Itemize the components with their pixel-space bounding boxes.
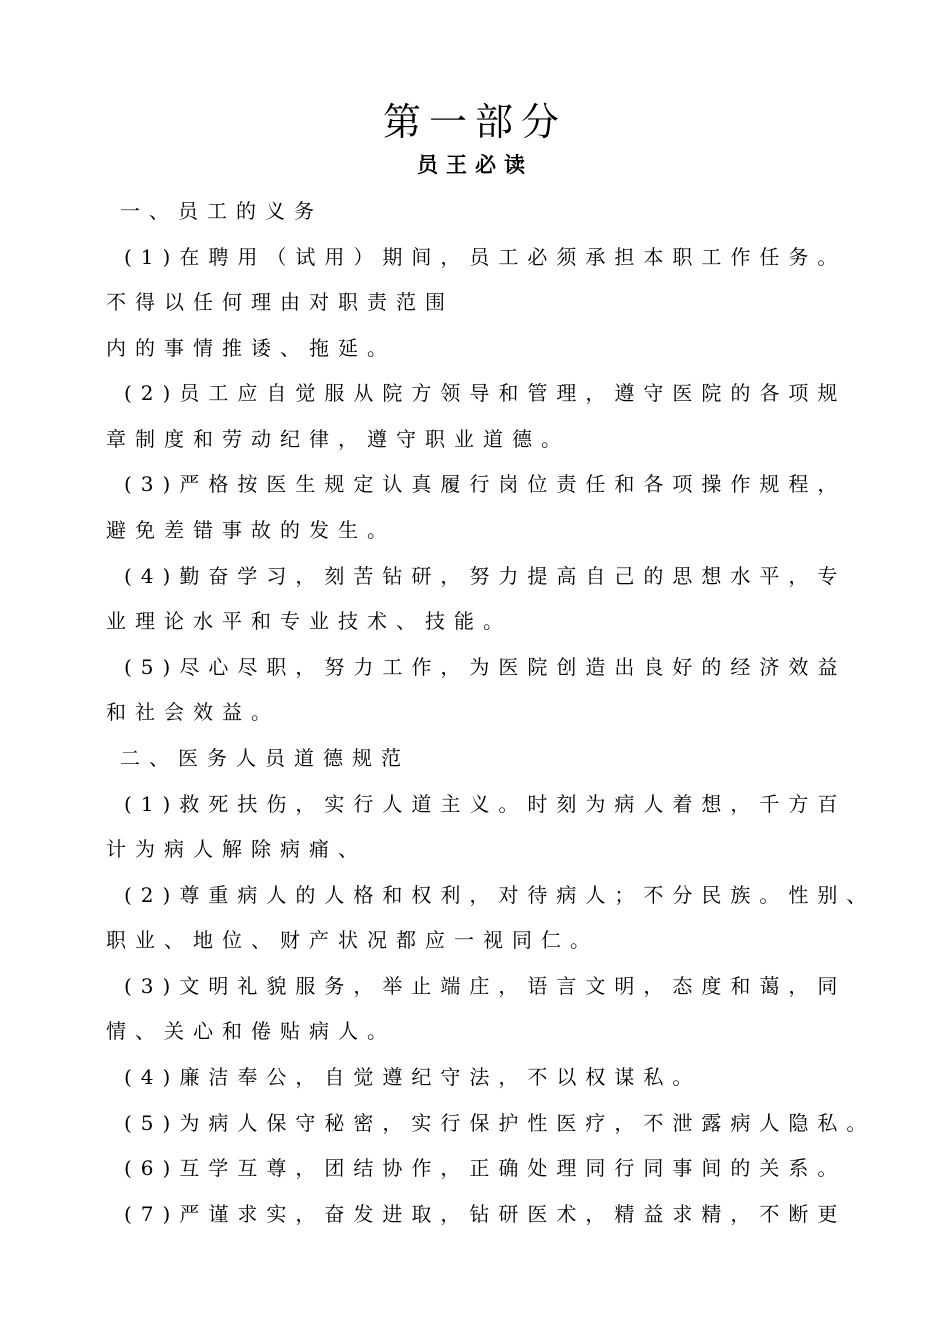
paragraph-line: 章制度和劳动纪律，遵守职业道德。 (106, 427, 570, 451)
paragraph-line: (6)互学互尊，团结协作，正确处理同行同事间的关系。 (124, 1156, 847, 1180)
section-heading-ethics: 二、医务人员道德规范 (120, 746, 410, 770)
page-title: 第一部分 (382, 100, 567, 144)
paragraph-line: (4)勤奋学习，刻苦钻研，努力提高自己的思想水平，专 (124, 564, 847, 588)
paragraph-line: 情、关心和倦贴病人。 (106, 1019, 396, 1043)
paragraph-line: 和社会效益。 (106, 700, 280, 724)
paragraph-line: (1)在聘用（试用）期间，员工必须承担本职工作任务。 (124, 245, 847, 269)
paragraph-line: (2)员工应自觉服从院方领导和管理，遵守医院的各项规 (124, 381, 847, 405)
paragraph-line: 不得以任何理由对职责范围 (106, 290, 454, 314)
paragraph-line: 业理论水平和专业技术、技能。 (106, 609, 512, 633)
paragraph-line: (5)尽心尽职，努力工作，为医院创造出良好的经济效益 (124, 655, 847, 679)
paragraph-line: (3)文明礼貌服务，举止端庄，语言文明，态度和蔼，同 (124, 974, 847, 998)
page-subtitle: 员王必读 (417, 152, 533, 177)
paragraph-line: (1)救死扶伤，实行人道主义。时刻为病人着想，千方百 (124, 792, 847, 816)
paragraph-line: 内的事情推诿、拖延。 (106, 336, 396, 360)
paragraph-line: (2)尊重病人的人格和权利，对待病人；不分民族。性别、 (124, 883, 876, 907)
paragraph-line: 避免差错事故的发生。 (106, 518, 396, 542)
paragraph-line: 职业、地位、财产状况都应一视同仁。 (106, 928, 599, 952)
section-heading-duties: 一、员工的义务 (120, 199, 323, 223)
paragraph-line: (7)严谨求实，奋发进取，钻研医术，精益求精，不断更 (124, 1202, 847, 1226)
paragraph-line: (5)为病人保守秘密，实行保护性医疗，不泄露病人隐私。 (124, 1111, 876, 1135)
paragraph-line: (3)严格按医生规定认真履行岗位责任和各项操作规程， (124, 472, 847, 496)
paragraph-line: (4)廉洁奉公，自觉遵纪守法，不以权谋私。 (124, 1065, 702, 1089)
paragraph-line: 计为病人解除病痛、 (106, 837, 367, 861)
